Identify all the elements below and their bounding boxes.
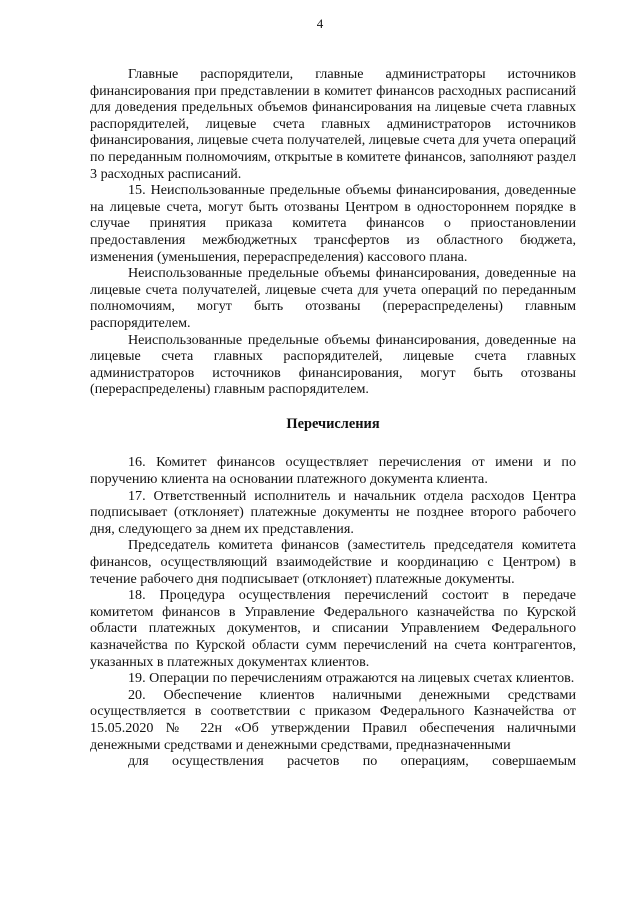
paragraph-17: 17. Ответственный исполнитель и начальник отдела расходов Центра подписывает (отклоняет) платежные документы не позднее второго рабочего дня, следующего за днем их представления. [90,487,576,537]
paragraph-16: 16. Комитет финансов осуществляет перечисления от имени и по поручению клиента на основании платежного документа клиента. [90,454,576,488]
paragraph-chairman: Председатель комитета финансов (заместитель председателя комитета финансов, осуществляющий взаимодействие и координацию с Центром) в течение рабочего дня подписывает (отклоняет) платежные документы. [90,537,576,587]
body-text [90,66,576,770]
paragraph-20-text: 20. Обеспечение клиентов наличными денежными средствами осуществляется в соответствии с приказом Федерального Казначейства от 15.05.2020 № 22н «Об утверждении Правил обеспечения наличными денежными средствами и денежными средствами, предназначенными [90,686,576,753]
page-number: 4 [316,16,324,31]
paragraph-chief-administrators: Главные распорядители, главные администраторы источников финансирования при представлении в комитет финансов расходных расписаний для доведения предельных объемов финансирования на лицевые счета главных распорядителей, лицевые счета главных администраторов источников финансирования, лицевые счета получателей, лицевые счета для учета операций по переданным полномочиям, открытые в комитете финансов, заполняют раздел 3 расходных расписаний. [90,66,576,182]
paragraph-20 [90,687,576,770]
paragraph-19: 19. Операции по перечислениям отражаются на лицевых счетах клиентов. [128,670,575,687]
paragraph-20-tail: для осуществления расчетов по операциям, совершаемым [128,753,576,770]
paragraph-15: 15. Неиспользованные предельные объемы финансирования, доведенные на лицевые счета, могут быть отозваны Центром в одностороннем порядке в случае принятия приказа комитета финансов о приостановлении предоставления межбюджетных трансфертов из областного бюджета, изменения (уменьшения, перераспределения) кассового плана. [90,182,576,265]
paragraph-18: 18. Процедура осуществления перечислений состоит в передаче комитетом финансов в Управление Федерального казначейства по Курской области платежных документов, и списании Управлением Федерального казначейства по Курской области сумм перечислений на счета контрагентов, указанных в платежных документах клиентов. [90,587,576,670]
section-heading: Перечисления [286,415,380,432]
paragraph-unused-chief: Неиспользованные предельные объемы финансирования, доведенные на лицевые счета главных распорядителей, лицевые счета главных администраторов источников финансирования, могут быть отозваны (перераспределены) главным распорядителем. [90,331,576,398]
paragraph-unused-recipients: Неиспользованные предельные объемы финансирования, доведенные на лицевые счета получателей, лицевые счета для учета операций по переданным полномочиям, могут быть отозваны (перераспределены) главным распорядителем. [90,265,576,331]
